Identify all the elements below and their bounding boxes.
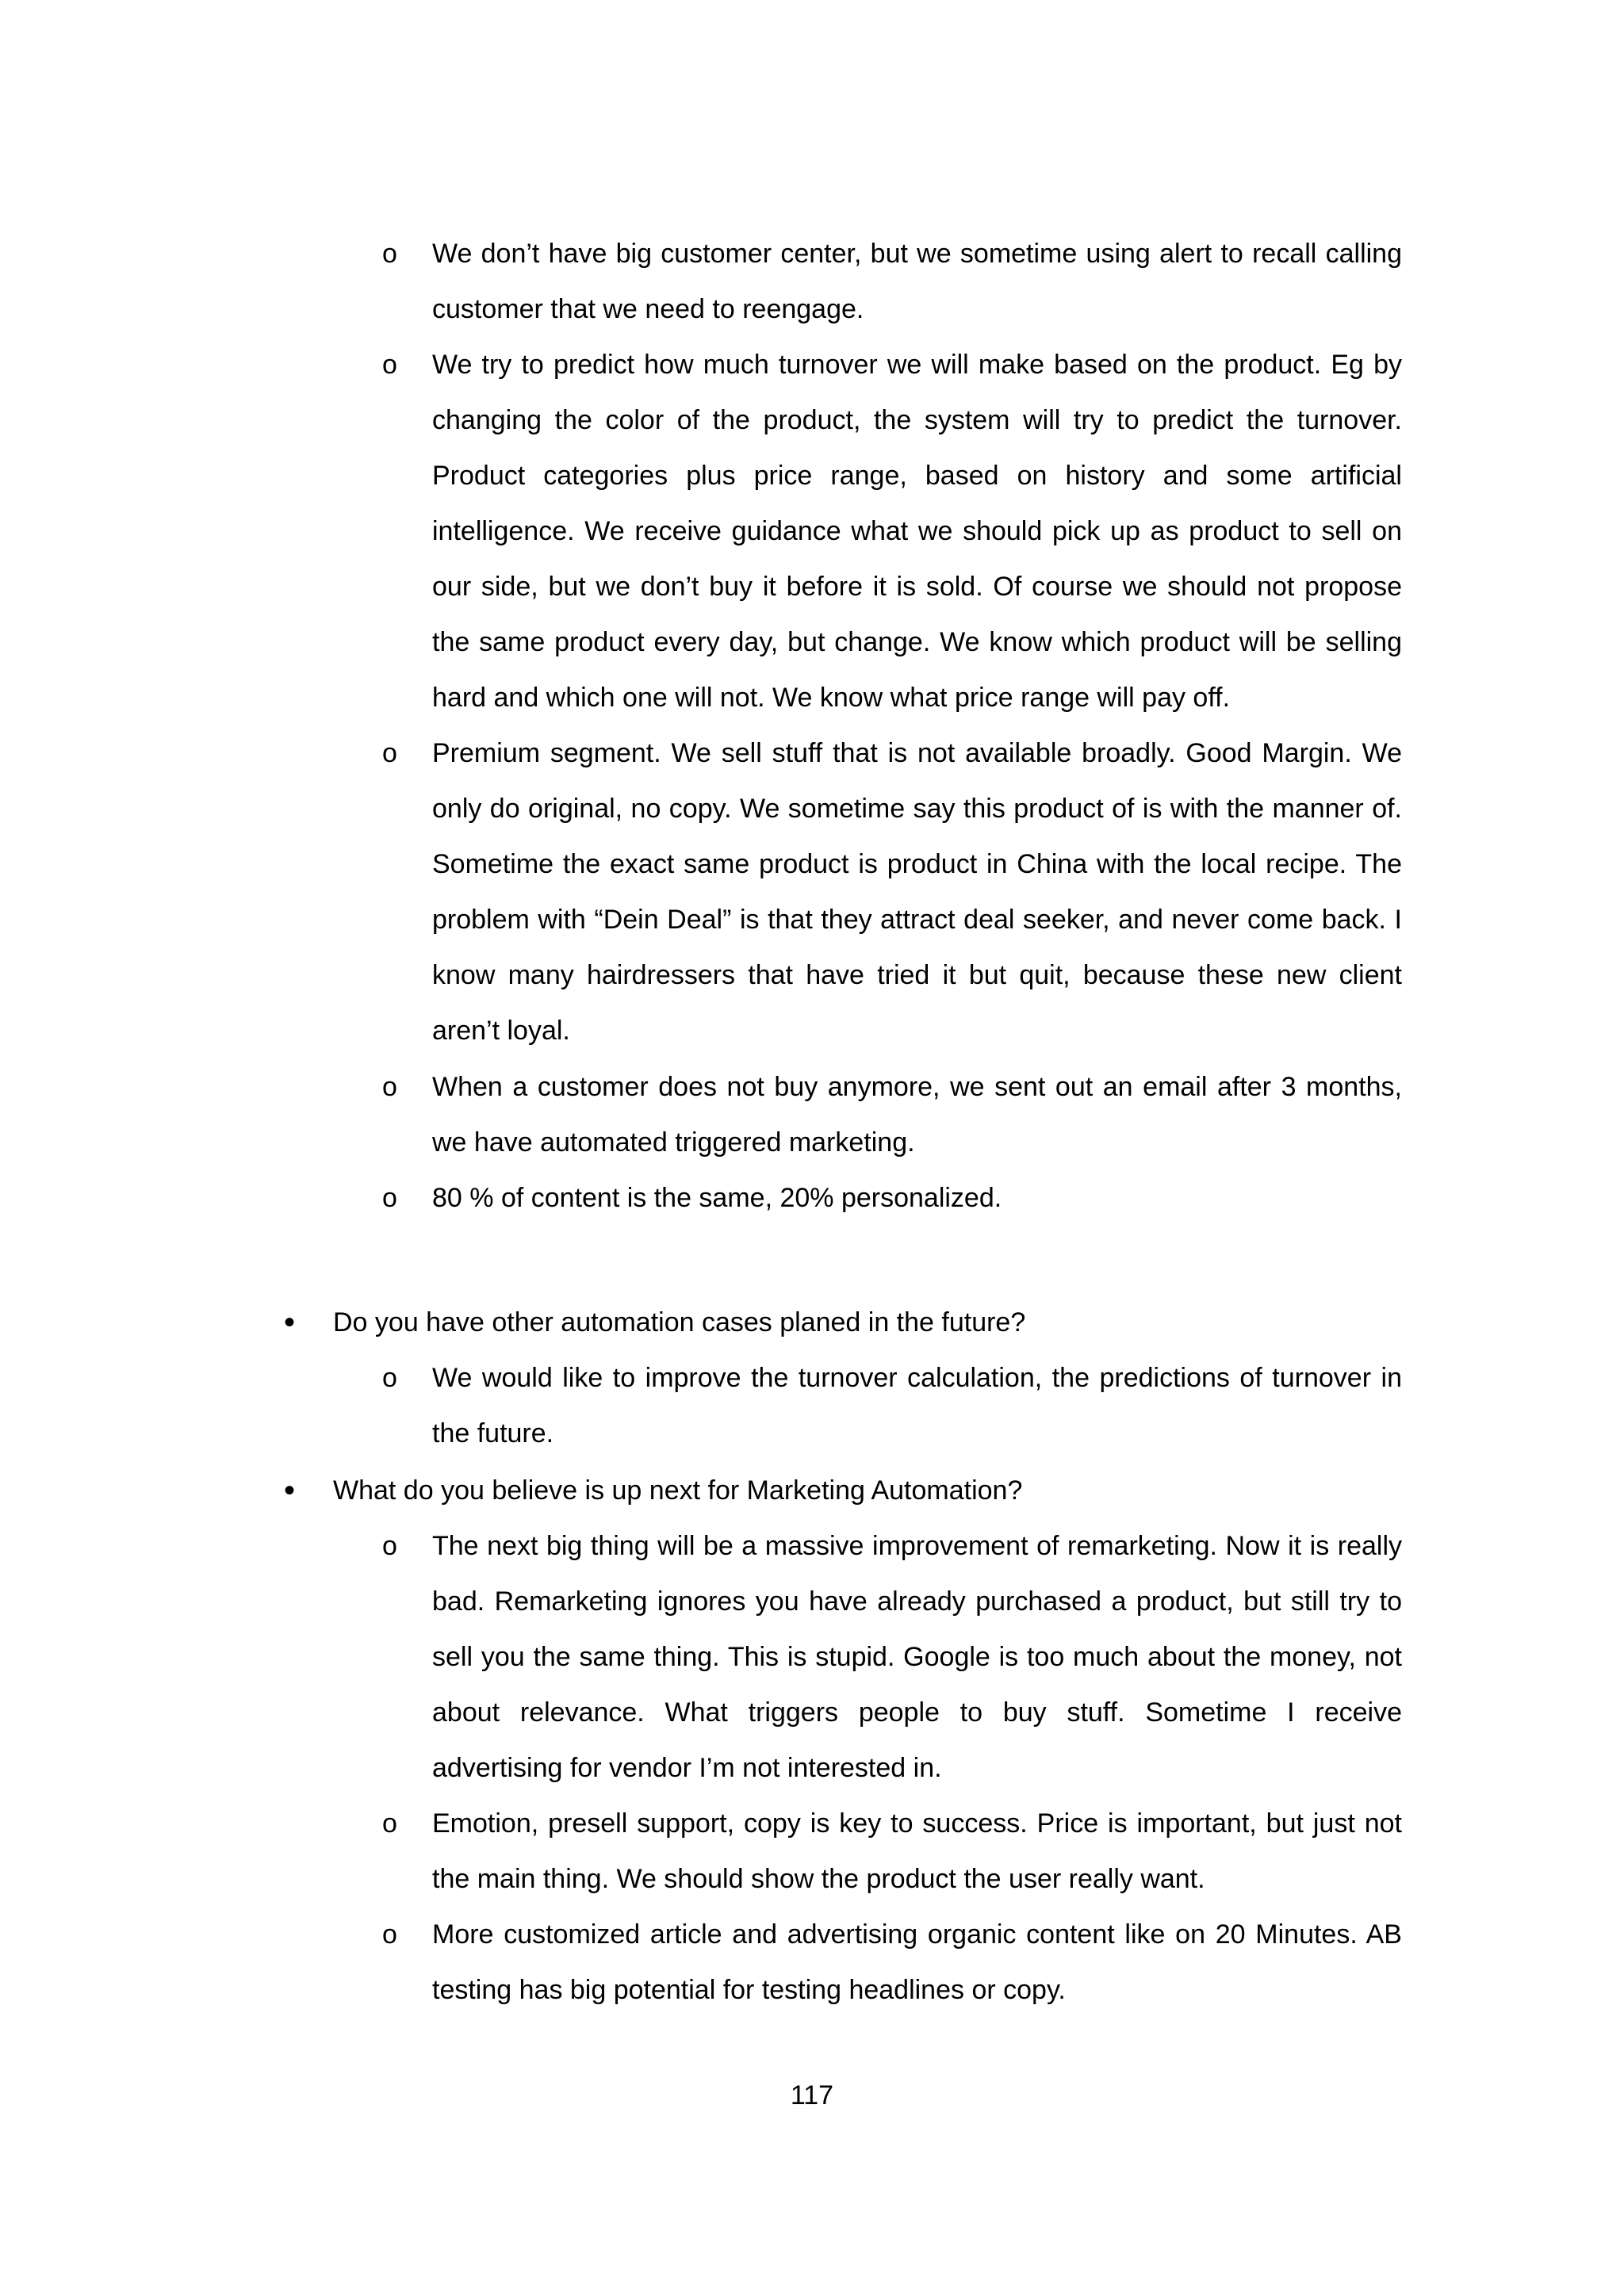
sub-bullet-text: When a customer does not buy anymore, we sent out an email after 3 months, we have automated triggered marketing.: [432, 1072, 1402, 1158]
sub-bullet-marker: o: [382, 1531, 397, 1561]
question-bullet-marker: •: [284, 1305, 296, 1340]
sub-bullet-text: We don’t have big customer center, but we sometime using alert to recall calling customer that we need to reengage.: [432, 239, 1402, 324]
sub-bullet-marker: o: [382, 738, 397, 768]
sub-bullet-text: We try to predict how much turnover we will make based on the product. Eg by changing the color of the product, the system will try to predict the turnover. Product categories plus price range, based on history and some artificial intelligence. We receive guidance what we should pick up as product to sell on our side, but we don’t buy it before it is sold. Of course we should not propose the same product every day, but change. We know which product will be selling hard and which one will not. We know what price range will pay off.: [432, 350, 1402, 713]
sub-bullet-marker: o: [382, 350, 397, 380]
question-bullet-marker: •: [284, 1473, 296, 1508]
sub-bullet-text: Premium segment. We sell stuff that is not available broadly. Good Margin. We only do original, no copy. We sometime say this product of is with the manner of. Sometime the exact same product is product in China with the local recipe. The problem with “Dein Deal” is that they attract deal seeker, and never come back. I know many hairdressers that have tried it but quit, because these new client aren’t loyal.: [432, 738, 1402, 1046]
sub-bullet-text: We would like to improve the turnover calculation, the predictions of turnover in the future.: [432, 1363, 1402, 1448]
sub-bullet-text: The next big thing will be a massive improvement of remarketing. Now it is really bad. Remarketing ignores you have already purchased a product, but still try to sell you the same thing. This is stupid. Google is too much about the money, not about relevance. What triggers people to buy stuff. Sometime I receive advertising for vendor I’m not interested in.: [432, 1531, 1402, 1783]
sub-bullet-marker: o: [382, 1919, 397, 1950]
sub-bullet-marker: o: [382, 1183, 397, 1213]
sub-bullet-text: More customized article and advertising organic content like on 20 Minutes. AB testing has big potential for testing headlines or copy.: [432, 1919, 1402, 2005]
page-number: 117: [790, 2080, 834, 2110]
question-text: Do you have other automation cases planed in the future?: [333, 1307, 1026, 1337]
question-text: What do you believe is up next for Marketing Automation?: [333, 1475, 1023, 1506]
sub-bullet-marker: o: [382, 1808, 397, 1839]
sub-bullet-marker: o: [382, 239, 397, 269]
sub-bullet-marker: o: [382, 1072, 397, 1102]
sub-bullet-text: Emotion, presell support, copy is key to success. Price is important, but just not the main thing. We should show the product the user really want.: [432, 1808, 1402, 1894]
sub-bullet-text: 80 % of content is the same, 20% personalized.: [432, 1183, 1002, 1213]
sub-bullet-marker: o: [382, 1363, 397, 1393]
